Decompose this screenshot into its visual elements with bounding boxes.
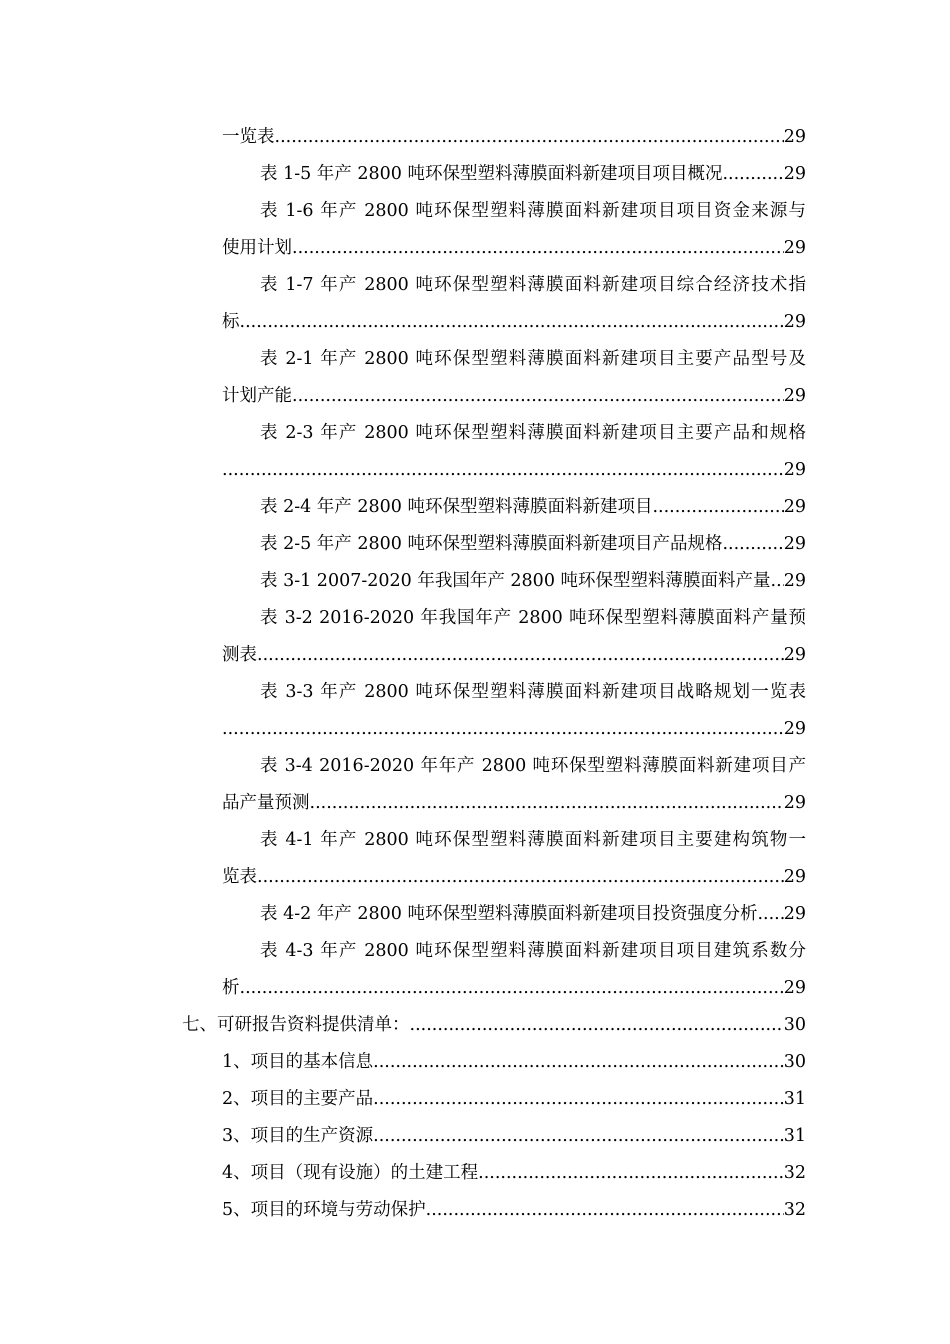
toc-entry-title: 2、项目的主要产品 [222,1089,374,1109]
dot-leader [652,489,783,526]
toc-page-number: 29 [783,312,806,332]
toc-page-number: 29 [783,164,806,184]
toc-entry-title: 表 3-3 年产 2800 吨环保型塑料薄膜面料新建项目战略规划一览表 [260,682,806,702]
toc-entry-title: 1、项目的基本信息 [222,1052,374,1072]
toc-entry-row [222,637,806,674]
dot-leader [478,1155,784,1192]
toc-entry-title: 表 3-4 2016-2020 年年产 2800 吨环保型塑料薄膜面料新建项目产 [260,756,806,776]
dot-leader [373,1081,784,1118]
toc-entry-title: 一览表 [222,127,275,147]
toc-entry[interactable] [0,378,950,415]
toc-page-number: 29 [783,534,806,554]
toc-entry-row [260,896,806,933]
toc-page-number: 29 [783,719,806,739]
toc-entry-title: 七、可研报告资料提供清单： [182,1015,410,1035]
toc-entry-row [260,748,806,785]
toc-entry-title: 4、项目（现有设施）的土建工程 [222,1163,479,1183]
toc-page-number: 31 [783,1089,806,1109]
toc-entry-row [182,1007,806,1044]
toc-entry-title: 测表 [222,645,257,665]
dot-leader [410,1007,784,1044]
toc-entry-row [260,193,806,230]
toc-entry-title: 表 3-2 2016-2020 年我国年产 2800 吨环保型塑料薄膜面料产量预 [260,608,806,628]
dot-leader [257,859,784,896]
toc-entry-row [260,267,806,304]
toc-entry-row [222,230,806,267]
toc-entry-title: 表 1-6 年产 2800 吨环保型塑料薄膜面料新建项目项目资金来源与 [260,201,806,221]
toc-entry-title: 表 4-2 年产 2800 吨环保型塑料薄膜面料新建项目投资强度分析 [260,904,758,924]
toc-page-number: 29 [783,904,806,924]
toc-entry[interactable] [0,341,950,378]
toc-page-number: 29 [783,386,806,406]
dot-leader [722,526,783,563]
toc-entry[interactable] [0,970,950,1007]
toc-entry-row [260,600,806,637]
toc-page-number: 29 [783,867,806,887]
dot-leader [222,711,784,748]
dot-leader [222,452,784,489]
toc-entry-row [222,1044,806,1081]
dot-leader [240,304,784,341]
toc-entry-row [222,970,806,1007]
toc-entry[interactable] [0,526,950,563]
toc-page-number: 32 [783,1200,806,1220]
toc-entry-row [260,341,806,378]
toc-page-number: 32 [783,1163,806,1183]
toc-entry-row [222,859,806,896]
toc-entry-row [222,452,806,489]
toc-entry-row [222,1118,806,1155]
toc-page-number: 29 [783,238,806,258]
toc-entry[interactable] [0,1044,950,1081]
toc-entry-row [260,156,806,193]
dot-leader [722,156,783,193]
toc-page-number: 29 [783,645,806,665]
toc-entry-title: 表 3-1 2007-2020 年我国年产 2800 吨环保型塑料薄膜面料产量 [260,571,771,591]
dot-leader [373,1044,784,1081]
toc-entry-row [222,304,806,341]
toc-entry-title: 表 2-3 年产 2800 吨环保型塑料薄膜面料新建项目主要产品和规格 [260,423,806,443]
toc-entry[interactable] [0,637,950,674]
toc-entry-title: 表 2-1 年产 2800 吨环保型塑料薄膜面料新建项目主要产品型号及 [260,349,806,369]
toc-entry-row [260,526,806,563]
toc-entry-title: 表 4-1 年产 2800 吨环保型塑料薄膜面料新建项目主要建构筑物一 [260,830,806,850]
toc-entry[interactable] [0,674,950,711]
toc-entry[interactable] [0,1007,950,1044]
toc-entry[interactable] [0,452,950,489]
toc-entry-title: 表 4-3 年产 2800 吨环保型塑料薄膜面料新建项目项目建筑系数分 [260,941,806,961]
toc-page-number: 30 [783,1052,806,1072]
dot-leader [275,119,784,156]
toc-entry-row [260,415,806,452]
toc-entry[interactable] [0,933,950,970]
toc-page-number: 30 [783,1015,806,1035]
toc-entry-title: 表 1-5 年产 2800 吨环保型塑料薄膜面料新建项目项目概况 [260,164,723,184]
toc-entry[interactable] [0,489,950,526]
toc-entry-title: 表 2-5 年产 2800 吨环保型塑料薄膜面料新建项目产品规格 [260,534,723,554]
toc-entry-title: 5、项目的环境与劳动保护 [222,1200,426,1220]
toc-entry-row [260,489,806,526]
toc-entry-row [222,711,806,748]
toc-entry-title: 计划产能 [222,386,292,406]
toc-entry[interactable] [0,563,950,600]
dot-leader [373,1118,784,1155]
toc-entry[interactable] [0,1192,950,1229]
toc-entry[interactable] [0,748,950,785]
toc-entry-title: 3、项目的生产资源 [222,1126,374,1146]
dot-leader [310,785,784,822]
toc-entry-row [260,822,806,859]
toc-entry[interactable] [0,600,950,637]
toc-entry-row [222,378,806,415]
dot-leader [771,563,784,600]
toc-entry-row [222,785,806,822]
toc-entry[interactable] [0,193,950,230]
dot-leader [292,378,784,415]
toc-entry-row [222,1155,806,1192]
toc-entry-title: 品产量预测 [222,793,310,813]
toc-page-number: 29 [783,497,806,517]
toc-entry[interactable] [0,1118,950,1155]
toc-entry-title: 使用计划 [222,238,292,258]
dot-leader [257,637,784,674]
toc-entry[interactable] [0,1081,950,1118]
toc-page-number: 29 [783,571,806,591]
toc-entry[interactable] [0,119,950,156]
toc-page-number: 29 [783,460,806,480]
toc-page-number: 29 [783,127,806,147]
toc-entry-row [222,119,806,156]
toc-entry[interactable] [0,859,950,896]
toc-entry[interactable] [0,896,950,933]
dot-leader [292,230,784,267]
toc-entry-row [260,933,806,970]
toc-entry[interactable] [0,785,950,822]
toc-entry[interactable] [0,415,950,452]
toc-page-number: 31 [783,1126,806,1146]
toc-page-number: 29 [783,793,806,813]
toc-entry-title: 览表 [222,867,257,887]
toc-entry[interactable] [0,230,950,267]
toc-entry-row [222,1192,806,1229]
toc-entry[interactable] [0,822,950,859]
toc-entry[interactable] [0,267,950,304]
toc-entry[interactable] [0,711,950,748]
dot-leader [426,1192,784,1229]
toc-entry-row [222,1081,806,1118]
toc-entry[interactable] [0,156,950,193]
toc-entry-row [260,674,806,711]
toc-entry[interactable] [0,1155,950,1192]
table-of-contents [0,119,950,1229]
toc-page-number: 29 [783,978,806,998]
toc-entry-title: 表 1-7 年产 2800 吨环保型塑料薄膜面料新建项目综合经济技术指 [260,275,806,295]
toc-entry-title: 析 [222,978,240,998]
toc-entry-title: 表 2-4 年产 2800 吨环保型塑料薄膜面料新建项目 [260,497,653,517]
dot-leader [240,970,784,1007]
dot-leader [757,896,783,933]
toc-entry-row [260,563,806,600]
toc-entry[interactable] [0,304,950,341]
toc-entry-title: 标 [222,312,240,332]
